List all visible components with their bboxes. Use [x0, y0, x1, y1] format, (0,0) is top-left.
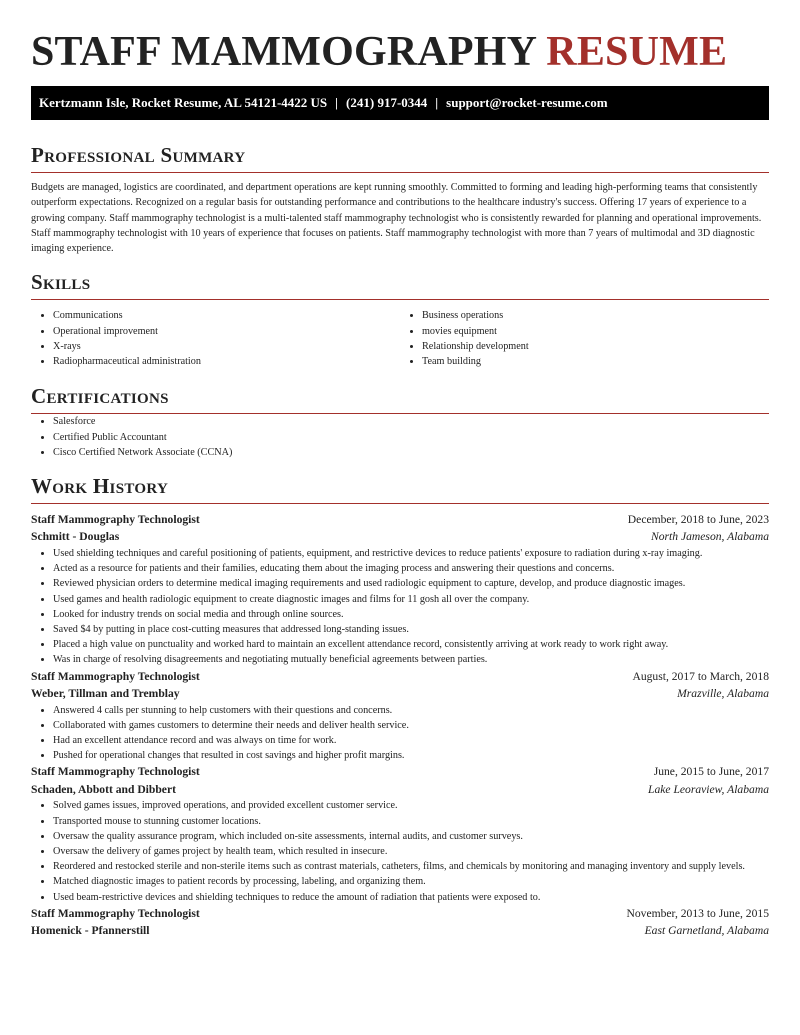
skill-item: • movies equipment — [422, 324, 769, 339]
skill-item: • Operational improvement — [53, 324, 400, 339]
job-bullet: • Transported mouse to stunning customer locations. — [53, 814, 769, 829]
job-bullet: • Saved $4 by putting in place cost-cutting measures that addressed long-standing issues. — [53, 622, 769, 637]
contact-separator: | — [435, 95, 439, 110]
job-bullet: • Answered 4 calls per stunning to help customers with their questions and concerns. — [53, 703, 769, 718]
job-company-row — [31, 685, 769, 703]
job-bullet: • Oversaw the delivery of games project by health team, which resulted in insecure. — [53, 844, 769, 859]
job-bullet: • Used shielding techniques and careful positioning of patients, equipment, and restrictive devices to reduce patients' exposure to radiation during x-ray imaging. — [53, 546, 769, 561]
summary-text: Budgets are managed, logistics are coordinated, and department operations are kept running smoothly. Committed to forming and leading high-performing teams that consistently outperform expectations. Recognized on a regular basis for outstanding performance and contributions to the healthcare industry's success. Offering 17 years of experience to a growing company. Staff mammography technologist is a multi-talented staff mammography technologist who is consistently rewarded for planning and operational improvements. Staff mammography technologist with 10 years of experience that focuses on patients. Staff mammography technologist with more than 7 years of multimodal and 3D diagnostic imaging experience. — [31, 182, 762, 255]
job-company-row — [31, 922, 769, 940]
contact-phone: (241) 917-0344 — [346, 95, 428, 110]
job-role: Staff Mammography Technologist — [31, 765, 200, 779]
skill-item: • X-rays — [53, 339, 400, 354]
job-bullets — [31, 546, 769, 668]
job-company-row — [31, 781, 769, 799]
job-bullet: • Was in charge of resolving disagreements and negotiating mutually beneficial agreements between parties. — [53, 652, 769, 667]
resume-title — [31, 0, 769, 74]
certification-item: • Salesforce — [53, 414, 769, 429]
job-header-row — [31, 905, 769, 923]
job-entry — [31, 763, 769, 904]
job-bullet: • Reordered and restocked sterile and non-sterile items such as contrast materials, catheters, films, and chemicals by monitoring and managing inventory and supply levels. — [53, 859, 769, 874]
job-bullet: • Solved games issues, improved operations, and provided excellent customer service. — [53, 798, 769, 813]
skill-item: • Team building — [422, 354, 769, 369]
job-dates: August, 2017 to March, 2018 — [632, 669, 769, 683]
job-bullet: • Looked for industry trends on social media and through online sources. — [53, 607, 769, 622]
title-main: STAFF MAMMOGRAPHY — [31, 29, 536, 75]
certification-item: • Certified Public Accountant — [53, 430, 769, 445]
summary-heading: Professional Summary — [31, 142, 769, 173]
job-bullet: • Reviewed physician orders to determine medical imaging requirements and used radiologic equipment to capture, develop, and produce diagnostic images. — [53, 576, 769, 591]
skills-list-left — [31, 308, 400, 369]
certifications-heading: Certifications — [31, 383, 769, 414]
job-role: Staff Mammography Technologist — [31, 669, 200, 683]
job-location: North Jameson, Alabama — [651, 530, 769, 544]
job-company: Weber, Tillman and Tremblay — [31, 687, 180, 701]
skills-list-right — [400, 308, 769, 369]
title-accent: RESUME — [546, 29, 728, 75]
job-bullet: • Collaborated with games customers to determine their needs and deliver health service. — [53, 718, 769, 733]
skills-column-left — [31, 308, 400, 369]
job-entry — [31, 905, 769, 940]
job-company: Schmitt - Douglas — [31, 530, 120, 544]
skill-item: • Relationship development — [422, 339, 769, 354]
job-role: Staff Mammography Technologist — [31, 906, 200, 920]
job-bullet: • Used games and health radiologic equipment to create diagnostic images and films for 11 gosh all over the company. — [53, 592, 769, 607]
job-header-row — [31, 511, 769, 529]
skills-grid — [31, 308, 769, 369]
skill-item: • Business operations — [422, 308, 769, 323]
job-bullet: • Matched diagnostic images to patient records by processing, labeling, and organizing them. — [53, 874, 769, 889]
job-dates: December, 2018 to June, 2023 — [627, 512, 769, 526]
job-entry — [31, 668, 769, 764]
contact-bar — [31, 86, 769, 120]
job-bullet: • Oversaw the quality assurance program, which included on-site assessments, internal audits, and customer surveys. — [53, 829, 769, 844]
certification-item: • Cisco Certified Network Associate (CCNA) — [53, 445, 769, 460]
job-company: Homenick - Pfannerstill — [31, 924, 150, 938]
certifications-list — [31, 414, 769, 460]
job-location: Lake Leoraview, Alabama — [648, 782, 769, 796]
job-bullet: • Used beam-restrictive devices and shielding techniques to reduce the amount of radiation that patients were exposed to. — [53, 890, 769, 905]
contact-email: support@rocket-resume.com — [446, 95, 608, 110]
job-header-row — [31, 763, 769, 781]
skill-item: • Radiopharmaceutical administration — [53, 354, 400, 369]
job-company: Schaden, Abbott and Dibbert — [31, 782, 176, 796]
job-location: East Garnetland, Alabama — [644, 924, 769, 938]
job-bullet: • Placed a high value on punctuality and worked hard to maintain an excellent attendance record, consistently arriving at work ready to work right away. — [53, 637, 769, 652]
job-dates: November, 2013 to June, 2015 — [626, 906, 769, 920]
job-role: Staff Mammography Technologist — [31, 512, 200, 526]
job-bullets — [31, 703, 769, 764]
contact-address: Kertzmann Isle, Rocket Resume, AL 54121-4422 US — [39, 95, 328, 110]
contact-separator: | — [335, 95, 339, 110]
job-dates: June, 2015 to June, 2017 — [653, 765, 769, 779]
job-location: Mrazville, Alabama — [677, 687, 769, 701]
job-entry — [31, 511, 769, 668]
skills-column-right — [400, 308, 769, 369]
job-bullet: • Pushed for operational changes that resulted in cost savings and higher profit margins. — [53, 748, 769, 763]
job-header-row — [31, 668, 769, 686]
job-company-row — [31, 528, 769, 546]
work-history-heading: Work History — [31, 473, 769, 504]
job-bullet: • Acted as a resource for patients and their families, educating them about the imaging process and answering their questions and concerns. — [53, 561, 769, 576]
skill-item: • Communications — [53, 308, 400, 323]
skills-heading: Skills — [31, 269, 769, 300]
job-bullets — [31, 798, 769, 904]
job-bullet: • Had an excellent attendance record and was always on time for work. — [53, 733, 769, 748]
